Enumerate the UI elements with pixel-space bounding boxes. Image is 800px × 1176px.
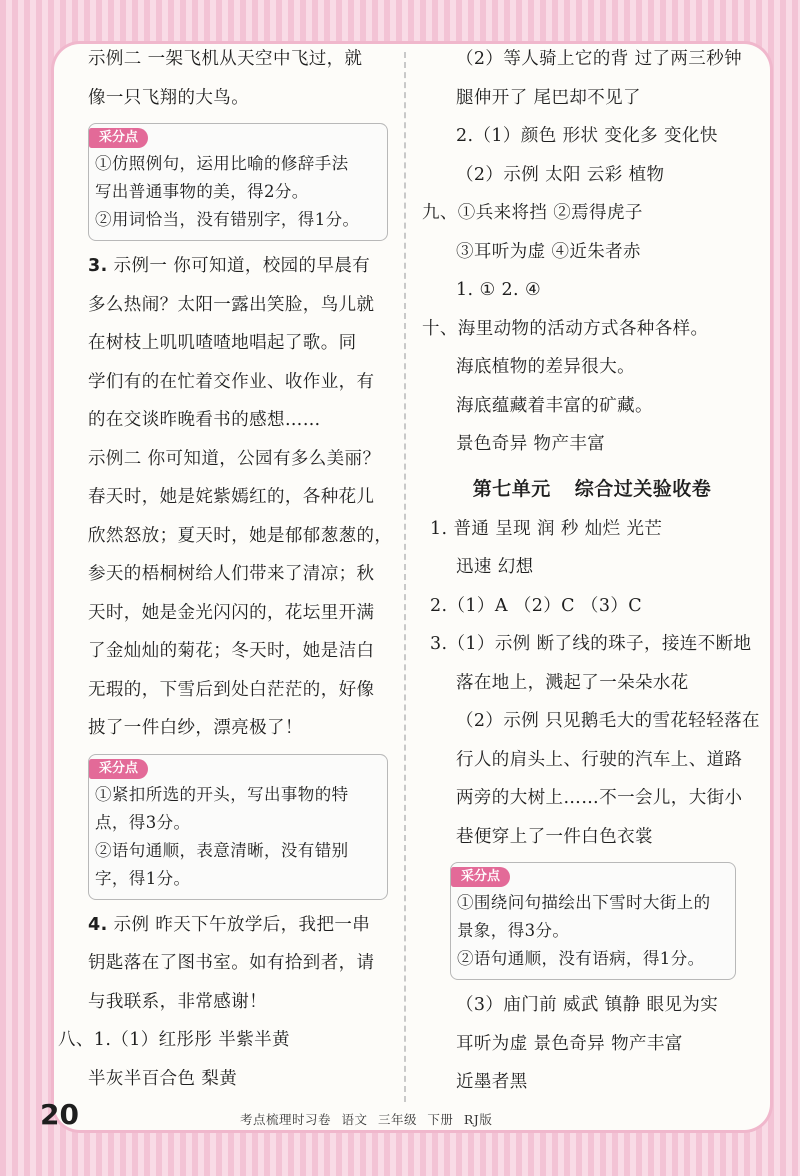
section-8-line: 八、1.（1）红彤彤 半紫半黄 xyxy=(58,1030,290,1050)
text-line: 与我联系，非常感谢！ xyxy=(88,991,267,1012)
text-line: 示例 昨天下午放学后，我把一串 xyxy=(113,914,371,935)
text-line: 无瑕的，下雪后到处白茫茫的，好像 xyxy=(88,679,375,700)
text-line: 的在交谈昨晚看书的感想…… xyxy=(88,410,321,430)
scoring-line: ①仿照例句，运用比喻的修辞手法 xyxy=(95,154,349,173)
scoring-tag: 采分点 xyxy=(89,759,148,779)
section-10-line: 十、海里动物的活动方式各种各样。 xyxy=(422,318,709,339)
question-number: 4. xyxy=(88,914,108,935)
text-line: 欣然怒放；夏天时，她是郁郁葱葱的， xyxy=(88,525,393,546)
text-line: （3）庙门前 威武 镇静 眼见为实 xyxy=(456,995,719,1015)
unit-title-part: 第七单元 xyxy=(472,477,551,500)
question-4-line xyxy=(88,906,388,945)
text-line: 海底植物的差异很大。 xyxy=(456,357,635,377)
text-line: 学们有的在忙着交作业、收作业，有 xyxy=(88,371,375,392)
page-number: 20 xyxy=(40,1098,79,1131)
text-line: 钥匙落在了图书室。如有拾到者，请 xyxy=(88,953,375,973)
text-line: 1. ① 2. ④ xyxy=(456,280,542,300)
text-line: 巷便穿上了一件白色衣裳 xyxy=(456,826,653,847)
text-line: 披了一件白纱，漂亮极了！ xyxy=(88,718,303,738)
text-line: 1. 普通 呈现 润 秒 灿烂 光芒 xyxy=(430,518,663,539)
scoring-line: 点，得3分。 xyxy=(95,812,191,832)
text-line: 2.（1）颜色 形状 变化多 变化快 xyxy=(456,126,718,146)
scoring-tag: 采分点 xyxy=(451,867,510,887)
text-line: （2）示例 太阳 云彩 植物 xyxy=(456,164,665,185)
scoring-line: 字，得1分。 xyxy=(95,868,191,888)
question-number: 3. xyxy=(88,256,108,276)
text-line: 示例一 你可知道，校园的早晨有 xyxy=(113,256,371,276)
text-line: 两旁的大树上……不一会儿，大街小 xyxy=(456,788,743,808)
scoring-line: 写出普通事物的美，得2分。 xyxy=(95,182,309,201)
text-line: 行人的肩头上、行驶的汽车上、道路 xyxy=(456,749,743,770)
text-line: 多么热闹？太阳一露出笑脸，鸟儿就 xyxy=(88,294,375,315)
scoring-line: ②语句通顺，没有语病，得1分。 xyxy=(457,949,705,968)
text-line: 参天的梧桐树给人们带来了清凉；秋 xyxy=(88,564,375,584)
text-line: 半灰半百合色 梨黄 xyxy=(88,1068,238,1089)
question-3-line xyxy=(88,247,388,286)
page-footer xyxy=(40,1098,760,1138)
scoring-box xyxy=(88,123,388,241)
scoring-line: ②用词恰当，没有错别字，得1分。 xyxy=(95,210,360,229)
text-line: 2.（1）A （2）C （3）C xyxy=(430,595,643,616)
text-line: 耳听为虚 景色奇异 物产丰富 xyxy=(456,1033,683,1054)
text-line: 景色奇异 物产丰富 xyxy=(456,434,606,454)
scoring-line: 景象，得3分。 xyxy=(457,921,570,940)
scoring-line: ①紧扣所选的开头，写出事物的特 xyxy=(95,784,349,804)
text-line: 海底蕴藏着丰富的矿藏。 xyxy=(456,395,653,416)
scoring-box xyxy=(450,862,736,980)
left-column xyxy=(58,40,393,1098)
scoring-box xyxy=(88,754,388,900)
text-line: 了金灿灿的菊花；冬天时，她是洁白 xyxy=(88,641,375,661)
text-line: 春天时，她是姹紫嫣红的，各种花儿 xyxy=(88,487,375,507)
text-line: 腿伸开了 尾巴却不见了 xyxy=(456,87,641,108)
text-line: （2）示例 只见鹅毛大的雪花轻轻落在 xyxy=(456,711,760,731)
unit-title-part: 综合过关验收卷 xyxy=(574,477,712,500)
section-9-line: 九、①兵来将挡 ②焉得虎子 xyxy=(422,203,643,223)
text-line: 迅速 幻想 xyxy=(456,557,534,577)
text-line: 落在地上，溅起了一朵朵水花 xyxy=(456,672,689,693)
text-line: 近墨者黑 xyxy=(456,1072,528,1092)
text-line: 示例二 你可知道，公园有多么美丽？ xyxy=(88,448,381,469)
scoring-line: ①围绕问句描绘出下雪时大街上的 xyxy=(457,893,711,912)
unit-title xyxy=(422,464,762,510)
scoring-line: ②语句通顺，表意清晰，没有错别 xyxy=(95,840,349,860)
text-line: （2）等人骑上它的背 过了两三秒钟 xyxy=(456,49,742,69)
column-divider xyxy=(404,52,406,1102)
text-line: 在树枝上叽叽喳喳地唱起了歌。同 xyxy=(88,333,357,353)
footer-text: 考点梳理时习卷 语文 三年级 下册 RJ版 xyxy=(240,1112,493,1127)
scoring-tag: 采分点 xyxy=(89,128,148,148)
text-line: 3.（1）示例 断了线的珠子，接连不断地 xyxy=(430,634,752,654)
text-line: 天时，她是金光闪闪的，花坛里开满 xyxy=(88,602,375,623)
text-line: 示例二 一架飞机从天空中飞过，就 xyxy=(88,49,363,69)
text-line: 像一只飞翔的大鸟。 xyxy=(88,87,250,108)
text-line: ③耳听为虚 ④近朱者赤 xyxy=(456,241,641,262)
right-column xyxy=(422,40,762,1102)
